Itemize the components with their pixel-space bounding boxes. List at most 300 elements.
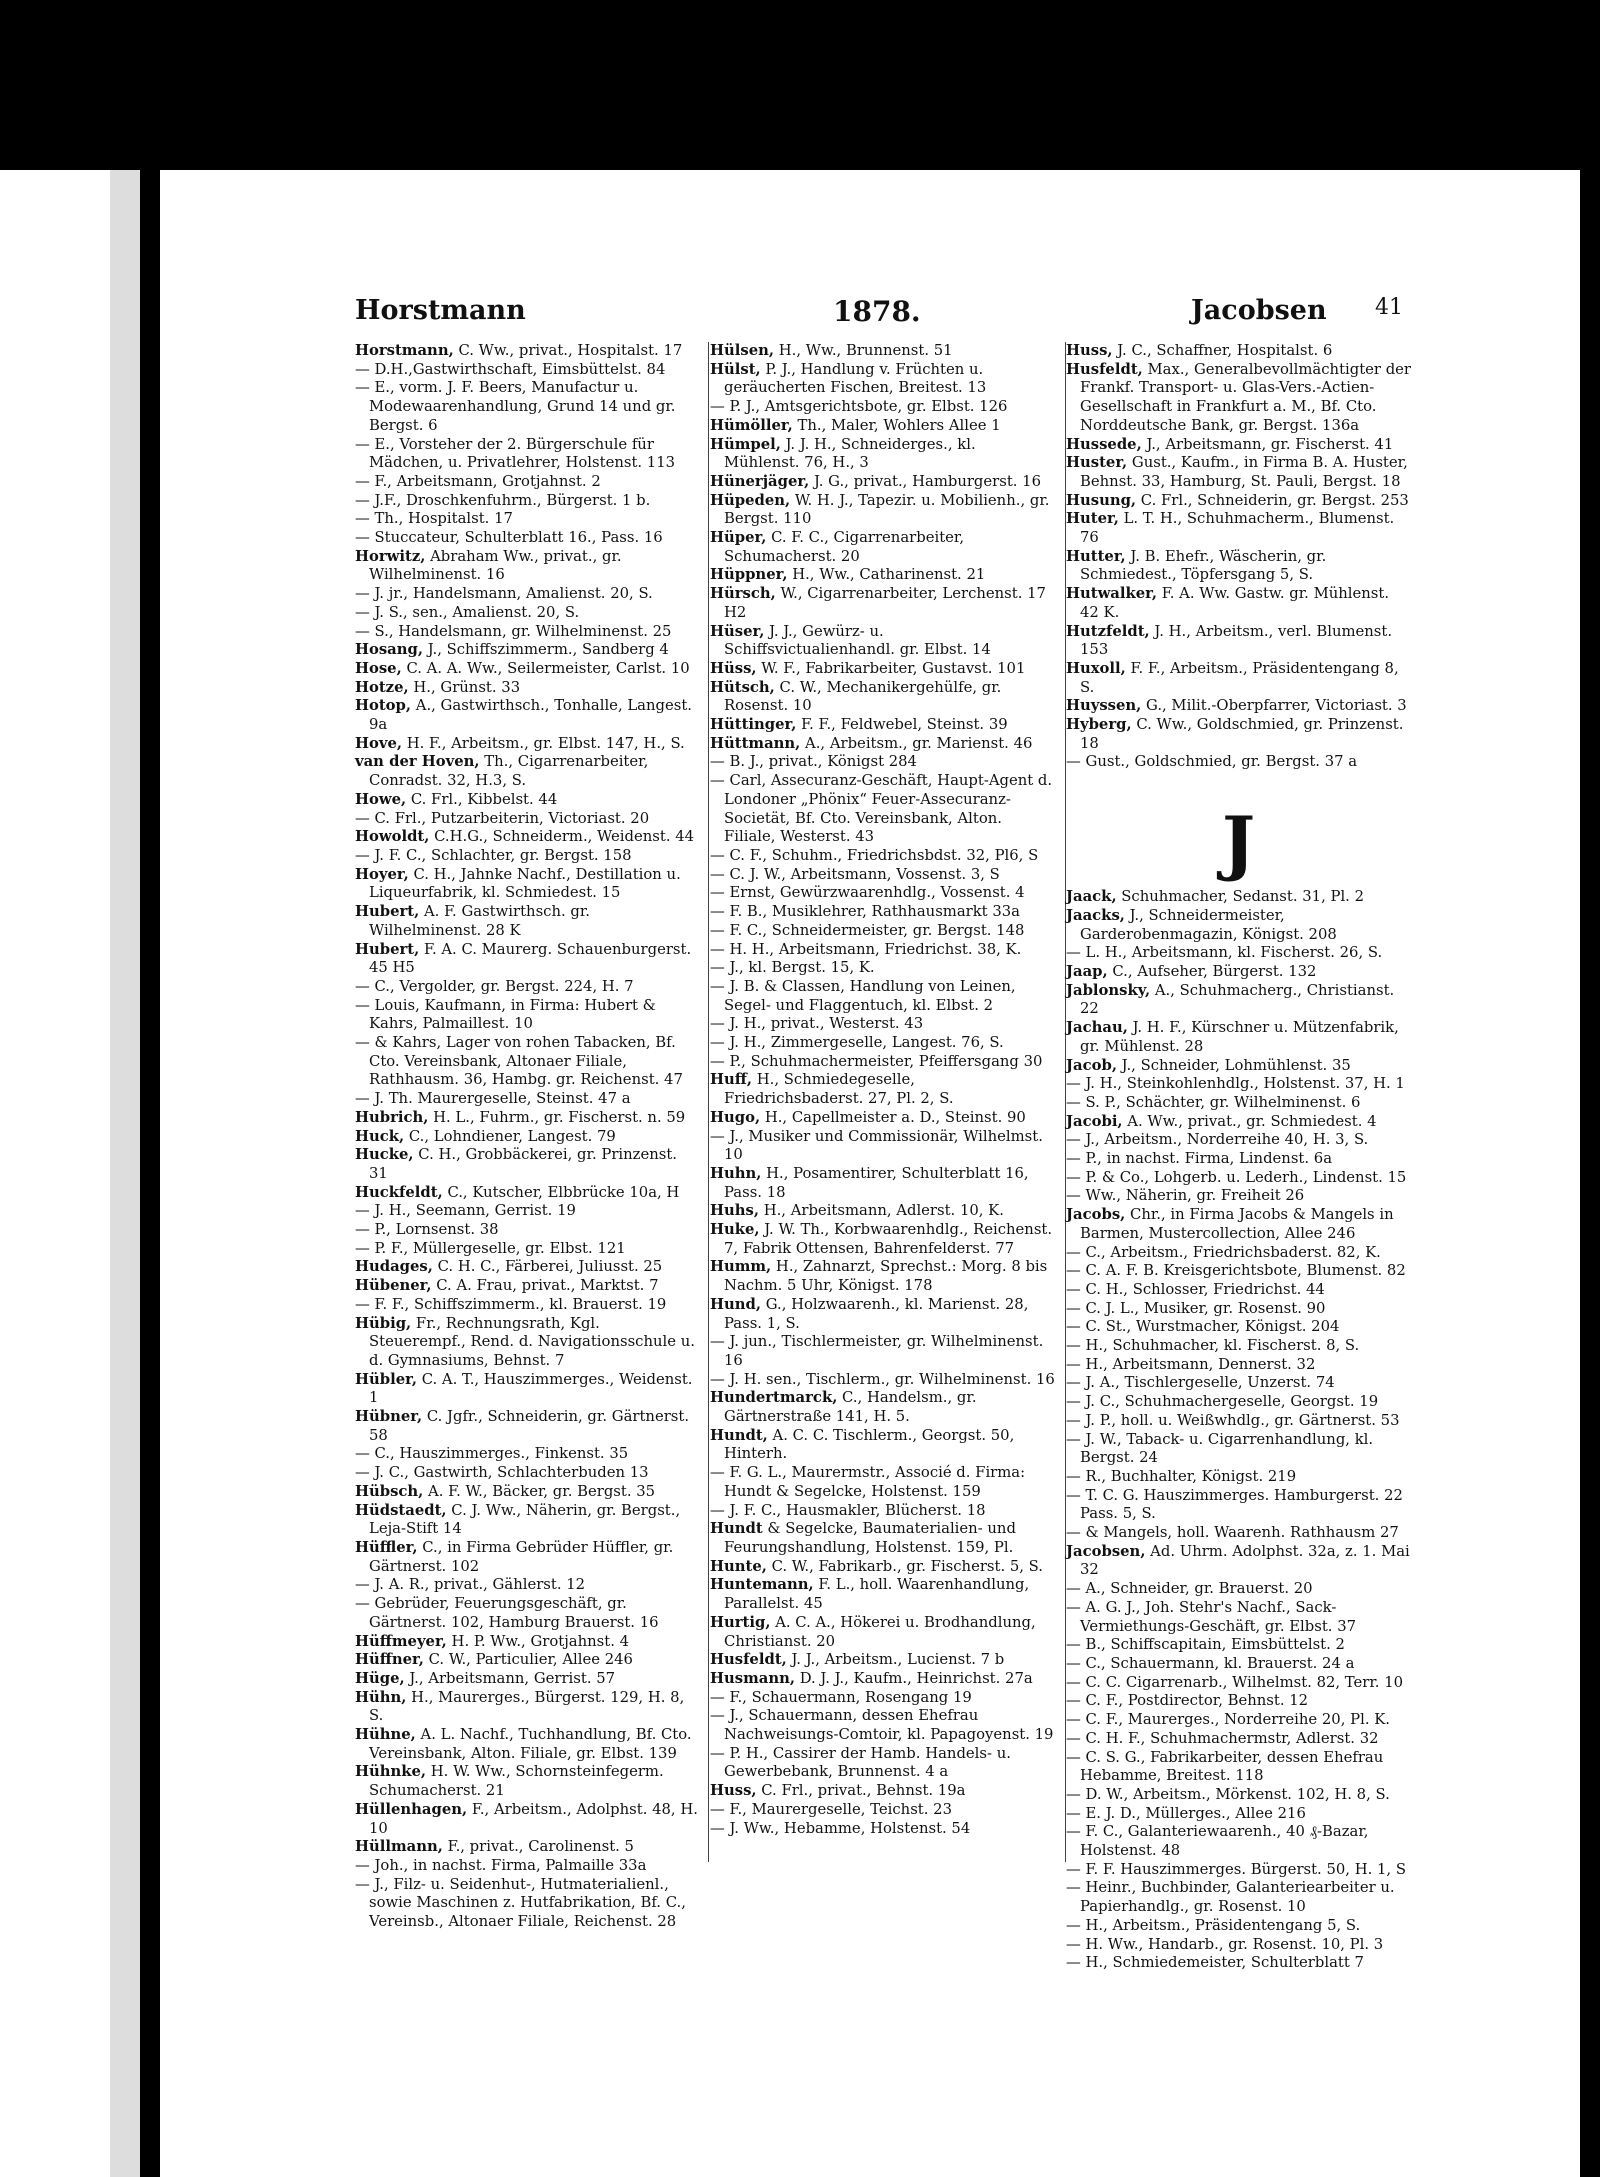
directory-entry	[1066, 1692, 1411, 1711]
directory-entry	[1066, 585, 1411, 622]
directory-entry	[710, 903, 1055, 922]
entry-details: B., Schiffscapitain, Eimsbüttelst. 2	[1080, 1636, 1345, 1654]
directory-entry	[1066, 1823, 1411, 1860]
directory-entry	[355, 1296, 700, 1315]
entry-name: Husfeldt,	[1066, 360, 1143, 378]
entry-name: —	[355, 1576, 370, 1594]
directory-entry	[710, 473, 1055, 492]
entry-details: D. J. J., Kaufm., Heinrichst. 27a	[794, 1669, 1033, 1687]
directory-entry	[355, 1371, 700, 1408]
entry-details: F. C., Schneidermeister, gr. Bergst. 148	[724, 921, 1025, 939]
directory-entry	[1066, 510, 1411, 547]
entry-name: Hümöller,	[710, 416, 793, 434]
entry-name: —	[1066, 1729, 1081, 1747]
directory-entry	[355, 1240, 700, 1259]
entry-details: J. G., privat., Hamburgerst. 16	[809, 472, 1042, 490]
entry-details: H., Ww., Brunnenst. 51	[774, 342, 953, 359]
entry-name: Jacob,	[1066, 1056, 1117, 1074]
entry-name: Hotop,	[355, 697, 412, 715]
entry-details: C. Frl., Kibbelst. 44	[406, 790, 558, 808]
entry-details: J. H., Zimmergeselle, Langest. 76, S.	[724, 1034, 1004, 1052]
directory-entry	[710, 1464, 1055, 1501]
entry-details: H., Schmiedegeselle, Friedrichsbaderst. 27, Pl. 2, S.	[724, 1071, 954, 1108]
entry-details: Carl, Assecuranz-Geschäft, Haupt-Agent d. Londoner „Phönix“ Feuer-Assecuranz-Societät, Bf. Cto. Vereinsbank, Alton. Filiale, Westerst. 43	[724, 772, 1053, 846]
entry-name: —	[710, 753, 725, 771]
directory-entry	[710, 623, 1055, 660]
directory-entry	[355, 1801, 700, 1838]
entry-details: F. F., Schiffszimmerm., kl. Brauerst. 19	[369, 1295, 667, 1313]
directory-entry	[710, 1071, 1055, 1108]
entry-name: Hutwalker,	[1066, 585, 1158, 603]
directory-entry	[355, 660, 700, 679]
entry-name: Hüffler,	[355, 1539, 418, 1556]
entry-name: —	[1066, 1916, 1081, 1934]
entry-name: Hümpel,	[710, 435, 781, 453]
directory-entry	[1066, 1150, 1411, 1169]
entry-details: J. H., Seemann, Gerrist. 19	[369, 1202, 576, 1220]
entry-details: J. Ww., Hebamme, Holstenst. 54	[724, 1819, 971, 1837]
entry-name: —	[355, 977, 370, 995]
entry-details: C. Ww., privat., Hospitalst. 17	[453, 342, 683, 359]
entry-name: Jacobsen,	[1066, 1542, 1146, 1560]
directory-entry	[1066, 1206, 1411, 1243]
entry-name: —	[710, 1015, 725, 1033]
directory-entry	[1066, 660, 1411, 697]
entry-details: H. Ww., Handarb., gr. Rosenst. 10, Pl. 3	[1080, 1935, 1384, 1953]
entry-name: Hüppner,	[710, 566, 788, 584]
entry-details: C. J. W., Arbeitsmann, Vossenst. 3, S	[724, 865, 1000, 883]
entry-name: Hutzfeldt,	[1066, 622, 1150, 640]
entry-details: J. H., Steinkohlenhdlg., Holstenst. 37, H. 1	[1080, 1075, 1405, 1093]
entry-details: P. F., Müllergeselle, gr. Elbst. 121	[369, 1239, 626, 1257]
directory-entry	[1066, 1187, 1411, 1206]
entry-name: Huyssen,	[1066, 697, 1142, 715]
entry-details: J., Schneidermeister, Garderobenmagazin, Königst. 208	[1080, 906, 1337, 943]
directory-entry	[1066, 1300, 1411, 1319]
entry-name: —	[1066, 1075, 1081, 1093]
directory-entry	[355, 1502, 700, 1539]
entry-details: Ww., Näherin, gr. Freiheit 26	[1080, 1187, 1305, 1205]
entry-details: C. Ww., Goldschmied, gr. Prinzenst. 18	[1080, 716, 1404, 752]
directory-entry	[1066, 1636, 1411, 1655]
directory-entry	[355, 1408, 700, 1445]
entry-details: B. J., privat., Königst 284	[724, 753, 917, 771]
directory-entry	[1066, 1749, 1411, 1786]
entry-details: A., Schuhmacherg., Christianst. 22	[1080, 981, 1395, 1018]
entry-details: F. F., Arbeitsm., Präsidentengang 8, S.	[1080, 659, 1399, 696]
directory-entry	[355, 1202, 700, 1221]
directory-entry	[1066, 492, 1411, 511]
entry-name: —	[710, 1744, 725, 1762]
entry-name: Jacobi,	[1066, 1112, 1123, 1130]
directory-entry	[355, 1763, 700, 1800]
entry-details: J. H., privat., Westerst. 43	[724, 1015, 924, 1033]
directory-entry	[1066, 1131, 1411, 1150]
entry-name: —	[355, 1034, 370, 1052]
entry-name: Hülsen,	[710, 342, 775, 359]
entry-name: —	[710, 884, 725, 902]
entry-name: —	[1066, 1262, 1081, 1280]
entry-details: Chr., in Firma Jacobs & Mangels in Barmen, Mustercollection, Allee 246	[1080, 1206, 1394, 1242]
entry-name: —	[1066, 1168, 1081, 1186]
entry-details: C. Jgfr., Schneiderin, gr. Gärtnerst. 58	[369, 1408, 690, 1444]
entry-name: Huke,	[710, 1221, 760, 1239]
entry-details: C. W., Mechanikergehülfe, gr. Rosenst. 10	[724, 678, 1002, 715]
directory-entry	[710, 1427, 1055, 1464]
directory-entry	[1066, 1318, 1411, 1337]
entry-details: A. L. Nachf., Tuchhandlung, Bf. Cto. Vereinsbank, Alton. Filiale, gr. Elbst. 139	[369, 1726, 692, 1762]
entry-name: Hyberg,	[1066, 716, 1132, 734]
entry-details: J. A., Tischlergeselle, Unzerst. 74	[1080, 1374, 1335, 1392]
directory-entry	[1066, 1861, 1411, 1880]
directory-entry	[710, 398, 1055, 417]
directory-entry	[355, 1464, 700, 1483]
entry-details: Gebrüder, Feuerungsgeschäft, gr. Gärtnerst. 102, Hamburg Brauerst. 16	[369, 1595, 659, 1631]
entry-details: L. T. H., Schuhmacherm., Blumenst. 76	[1080, 510, 1395, 547]
directory-entry	[710, 1221, 1055, 1258]
entry-details: C. St., Wurstmacher, Königst. 204	[1080, 1318, 1340, 1336]
entry-details: A. C. C. Tischlerm., Georgst. 50, Hinterh.	[724, 1426, 1015, 1463]
entry-name: Horstmann,	[355, 342, 454, 359]
directory-entry	[710, 1202, 1055, 1221]
entry-name: —	[710, 1034, 725, 1052]
entry-details: Joh., in nachst. Firma, Palmaille 33a	[369, 1856, 647, 1874]
directory-entry	[1066, 1936, 1411, 1955]
entry-name: Hüllenhagen,	[355, 1800, 468, 1818]
entry-name: —	[355, 491, 370, 509]
directory-entry	[1066, 697, 1411, 716]
entry-details: J. W. Th., Korbwaarenhdlg., Reichenst. 7, Fabrik Ottensen, Bahrenfelderst. 77	[724, 1221, 1053, 1257]
entry-name: —	[710, 1688, 725, 1706]
entry-details: J. H. F., Kürschner u. Mützenfabrik, gr. Mühlenst. 28	[1080, 1019, 1399, 1055]
directory-entry	[710, 978, 1055, 1015]
directory-entry	[710, 1782, 1055, 1801]
entry-name: —	[1066, 1131, 1081, 1149]
entry-name: Hunte,	[710, 1557, 767, 1575]
directory-entry	[355, 1857, 700, 1876]
entry-name: —	[355, 585, 370, 603]
directory-entry	[1066, 1019, 1411, 1056]
entry-details: J. jr., Handelsmann, Amalienst. 20, S.	[369, 585, 653, 603]
entry-name: Hundt	[710, 1520, 763, 1538]
directory-entry	[355, 1651, 700, 1670]
entry-details: A. Ww., privat., gr. Schmiedest. 4	[1122, 1112, 1377, 1130]
directory-entry	[355, 978, 700, 997]
entry-details: F. F., Feldwebel, Steinst. 39	[796, 716, 1008, 734]
directory-entry	[710, 1258, 1055, 1295]
directory-entry	[1066, 342, 1411, 361]
directory-entry	[1066, 1412, 1411, 1431]
entry-name: —	[1066, 1486, 1081, 1504]
entry-name: Hürsch,	[710, 585, 776, 603]
entry-details: J. P., holl. u. Weißwhdlg., gr. Gärtnerst. 53	[1080, 1411, 1400, 1429]
directory-entry	[355, 903, 700, 940]
entry-details: H. H., Arbeitsmann, Friedrichst. 38, K.	[724, 940, 1022, 958]
directory-entry	[710, 1707, 1055, 1744]
entry-details: A. C. A., Hökerei u. Brodhandlung, Christianst. 20	[724, 1613, 1036, 1650]
directory-entry	[1066, 1094, 1411, 1113]
directory-entry	[710, 1651, 1055, 1670]
directory-entry	[710, 1558, 1055, 1577]
directory-entry	[1066, 1711, 1411, 1730]
entry-name: Hove,	[355, 734, 403, 752]
entry-details: J. F. C., Schlachter, gr. Bergst. 158	[369, 846, 632, 864]
entry-name: Jablonsky,	[1066, 981, 1151, 999]
entry-details: H., Arbeitsm., Präsidentengang 5, S.	[1080, 1916, 1361, 1934]
entry-details: F., privat., Carolinenst. 5	[442, 1838, 634, 1856]
entry-details: C., in Firma Gebrüder Hüffler, gr. Gärtnerst. 102	[369, 1539, 674, 1575]
directory-entry	[355, 1876, 700, 1932]
entry-details: Heinr., Buchbinder, Galanteriearbeiter u. Papierhandlg., gr. Rosenst. 10	[1080, 1879, 1395, 1916]
entry-details: C. Frl., Schneiderin, gr. Bergst. 253	[1136, 491, 1409, 509]
directory-entry	[710, 772, 1055, 847]
directory-entry	[1066, 1580, 1411, 1599]
entry-name: —	[710, 940, 725, 958]
entry-name: —	[710, 959, 725, 977]
directory-entry	[1066, 907, 1411, 944]
entry-details: J. W., Taback- u. Cigarrenhandlung, kl. Bergst. 24	[1080, 1430, 1374, 1467]
entry-name: —	[1066, 1187, 1081, 1205]
directory-entry	[1066, 436, 1411, 455]
entry-name: Huhs,	[710, 1202, 759, 1220]
directory-entry	[1066, 548, 1411, 585]
entry-name: —	[1066, 1823, 1081, 1841]
entry-details: C. H. C., Färberei, Juliusst. 25	[432, 1258, 663, 1276]
entry-details: F. L., holl. Waarenhandlung, Parallelst. 45	[724, 1576, 1030, 1613]
entry-details: C. W., Fabrikarb., gr. Fischerst. 5, S.	[766, 1557, 1043, 1575]
directory-entry	[710, 1333, 1055, 1370]
entry-name: —	[355, 1295, 370, 1313]
directory-entry	[355, 1595, 700, 1632]
entry-name: Hübler,	[355, 1370, 417, 1388]
entry-details: J. H., Arbeitsm., verl. Blumenst. 153	[1080, 622, 1393, 659]
entry-name: Hussede,	[1066, 435, 1142, 453]
entry-name: —	[355, 809, 370, 827]
directory-entry	[710, 959, 1055, 978]
entry-name: Hübig,	[355, 1314, 412, 1332]
directory-entry	[355, 697, 700, 734]
entry-details: D. W., Arbeitsm., Mörkenst. 102, H. 8, S.	[1080, 1785, 1390, 1803]
directory-entry	[710, 1520, 1055, 1557]
entry-details: Ad. Uhrm. Adolphst. 32a, z. 1. Mai 32	[1080, 1542, 1410, 1579]
entry-name: Hüttmann,	[710, 734, 801, 752]
entry-details: H., Zahnarzt, Sprechst.: Morg. 8 bis Nachm. 5 Uhr, Königst. 178	[724, 1258, 1048, 1295]
entry-name: —	[1066, 1150, 1081, 1168]
directory-entry	[1066, 1487, 1411, 1524]
entry-name: —	[355, 472, 370, 490]
entry-name: —	[710, 1127, 725, 1145]
entry-name: Huck,	[355, 1127, 405, 1145]
entry-details: F. G. L., Maurermstr., Associé d. Firma: Hundt & Segelcke, Holstenst. 159	[724, 1464, 1026, 1500]
entry-name: —	[710, 1052, 725, 1070]
entry-details: C. H., Schlosser, Friedrichst. 44	[1080, 1280, 1325, 1298]
entry-details: F. A. C. Maurerg. Schauenburgerst. 45 H5	[369, 940, 692, 977]
entry-details: H., Arbeitsmann, Adlerst. 10, K.	[758, 1202, 1004, 1220]
entry-name: —	[1066, 1879, 1081, 1897]
directory-entry	[710, 1109, 1055, 1128]
entry-name: —	[710, 1370, 725, 1388]
directory-entry	[710, 847, 1055, 866]
entry-details: H., Maurerges., Bürgerst. 129, H. 8, S.	[369, 1688, 685, 1725]
directory-entry	[355, 1838, 700, 1857]
entry-details: J. F. C., Hausmakler, Blücherst. 18	[724, 1501, 986, 1519]
directory-entry	[710, 529, 1055, 566]
directory-entry	[355, 791, 700, 810]
entry-details: Ernst, Gewürzwaarenhdlg., Vossenst. 4	[724, 884, 1025, 902]
entry-name: —	[710, 903, 725, 921]
entry-name: Hüss,	[710, 659, 757, 677]
directory-entry	[1066, 716, 1411, 753]
entry-name: Hudages,	[355, 1258, 433, 1276]
directory-entry	[355, 379, 700, 435]
entry-details: & Kahrs, Lager von rohen Tabacken, Bf. Cto. Vereinsbank, Altonaer Filiale, Rathhausm. 36, Hambg. gr. Reichenst. 47	[369, 1034, 683, 1089]
entry-name: —	[1066, 753, 1081, 771]
entry-details: C. S. G., Fabrikarbeiter, dessen Ehefrau Hebamme, Breitest. 118	[1080, 1748, 1384, 1785]
entry-name: —	[1066, 1280, 1081, 1298]
entry-name: —	[1066, 1430, 1081, 1448]
entry-name: —	[355, 435, 370, 453]
directory-entry	[355, 941, 700, 978]
entry-name: —	[710, 977, 725, 995]
entry-name: —	[1066, 1748, 1081, 1766]
entry-name: —	[1066, 1093, 1081, 1111]
column-3-h-entries	[1066, 342, 1411, 772]
entry-details: J., Arbeitsm., Norderreihe 40, H. 3, S.	[1080, 1131, 1369, 1149]
entry-name: Hucke,	[355, 1146, 414, 1164]
entry-details: F. C., Galanteriewaarenh., 40 ₰-Bazar, Holstenst. 48	[1080, 1823, 1369, 1860]
entry-name: —	[1066, 1411, 1081, 1429]
entry-name: Husung,	[1066, 491, 1137, 509]
entry-name: Hüpeden,	[710, 491, 791, 509]
entry-details: F., Schauermann, Rosengang 19	[724, 1688, 972, 1706]
directory-entry	[1066, 1599, 1411, 1636]
entry-details: C. J. Ww., Näherin, gr. Bergst., Leja-Stift 14	[369, 1501, 681, 1538]
directory-entry	[1066, 1169, 1411, 1188]
entry-name: —	[355, 1221, 370, 1239]
directory-entry	[1066, 1431, 1411, 1468]
directory-entry	[1066, 361, 1411, 436]
entry-details: Stuccateur, Schulterblatt 16., Pass. 16	[369, 529, 663, 547]
entry-name: —	[710, 398, 725, 416]
directory-entry	[1066, 982, 1411, 1019]
entry-name: —	[710, 1333, 725, 1351]
entry-details: J. A. R., privat., Gählerst. 12	[369, 1576, 586, 1594]
entry-details: H., Ww., Catharinenst. 21	[787, 566, 986, 584]
directory-entry	[1066, 1786, 1411, 1805]
entry-details: Louis, Kaufmann, in Firma: Hubert & Kahrs, Palmaillest. 10	[369, 996, 656, 1033]
entry-details: C. C. Cigarrenarb., Wilhelmst. 82, Terr. 10	[1080, 1673, 1404, 1691]
entry-name: Humm,	[710, 1258, 772, 1276]
entry-name: —	[1066, 1355, 1081, 1373]
directory-entry	[355, 1576, 700, 1595]
entry-details: J., Arbeitsmann, Gerrist. 57	[404, 1669, 616, 1687]
entry-details: C. Frl., Putzarbeiterin, Victoriast. 20	[369, 809, 650, 827]
entry-details: Fr., Rechnungsrath, Kgl. Steuerempf., Rend. d. Navigationsschule u. d. Gymnasiums, Behnst. 7	[369, 1314, 695, 1369]
entry-details: C. W., Particulier, Allee 246	[423, 1651, 633, 1669]
entry-name: —	[710, 846, 725, 864]
header-left-keyword: Horstmann	[355, 295, 526, 326]
directory-entry	[1066, 1917, 1411, 1936]
entry-name: —	[355, 529, 370, 547]
directory-entry	[355, 1539, 700, 1576]
directory-entry	[710, 1296, 1055, 1333]
entry-name: Jaap,	[1066, 962, 1108, 980]
entry-name: Hubert,	[355, 903, 420, 921]
directory-entry	[355, 810, 700, 829]
entry-details: Max., Generalbevollmächtigter der Frankf. Transport- u. Glas-Vers.-Actien-Gesellschaft in Frankfurt a. M., Bf. Cto. Norddeutsche Bank, gr. Bergst. 136a	[1080, 360, 1411, 434]
directory-entry	[1066, 1524, 1411, 1543]
directory-entry	[710, 1801, 1055, 1820]
entry-name: —	[1066, 1636, 1081, 1654]
entry-name: Hosang,	[355, 641, 424, 659]
entry-details: C. J. L., Musiker, gr. Rosenst. 90	[1080, 1299, 1326, 1317]
directory-entry	[710, 679, 1055, 716]
entry-name: Hühne,	[355, 1726, 416, 1744]
entry-details: C., Lohndiener, Langest. 79	[404, 1127, 616, 1145]
directory-entry	[710, 566, 1055, 585]
directory-entry	[355, 1633, 700, 1652]
entry-name: Huhn,	[710, 1164, 762, 1182]
entry-name: —	[1066, 1243, 1081, 1261]
entry-details: & Segelcke, Baumaterialien- und Feurungshandlung, Holstenst. 159, Pl.	[724, 1520, 1016, 1556]
entry-name: Hugo,	[710, 1108, 761, 1126]
directory-entry	[710, 342, 1055, 361]
entry-name: Hübner,	[355, 1408, 423, 1426]
entry-name: Hüser,	[710, 622, 765, 640]
entry-name: Jaack,	[1066, 888, 1117, 906]
entry-name: —	[355, 996, 370, 1014]
entry-name: Hünerjäger,	[710, 472, 810, 490]
entry-name: Huntemann,	[710, 1576, 814, 1594]
entry-name: —	[1066, 1393, 1081, 1411]
entry-name: Hüllmann,	[355, 1838, 443, 1856]
entry-details: J. Th. Maurergeselle, Steinst. 47 a	[369, 1090, 631, 1108]
entry-details: P., Lornsenst. 38	[369, 1221, 499, 1239]
directory-entry	[710, 361, 1055, 398]
directory-entry	[1066, 1337, 1411, 1356]
entry-details: J., Filz- u. Seidenhut-, Hutmaterialienl., sowie Maschinen z. Hutfabrikation, Bf. C., Vereinsb., Altonaer Filiale, Reichenst. 28	[369, 1875, 686, 1931]
entry-name: —	[1066, 1785, 1081, 1803]
directory-entry	[1066, 1057, 1411, 1076]
entry-details: J. B. Ehefr., Wäscherin, gr. Schmiedest., Töpfersgang 5, S.	[1080, 547, 1327, 584]
directory-entry	[1066, 1075, 1411, 1094]
entry-name: —	[355, 1875, 370, 1893]
header-year: 1878.	[833, 295, 921, 328]
entry-name: Hübsch,	[355, 1482, 424, 1500]
entry-name: Hülst,	[710, 360, 761, 378]
directory-entry	[1066, 1730, 1411, 1749]
page-number: 41	[1375, 295, 1403, 320]
directory-entry	[1066, 1468, 1411, 1487]
entry-details: H., Schmiedemeister, Schulterblatt 7	[1080, 1954, 1364, 1972]
entry-details: Gust., Kaufm., in Firma B. A. Huster, Behnst. 33, Hamburg, St. Pauli, Bergst. 18	[1080, 454, 1408, 490]
entry-details: & Mangels, holl. Waarenh. Rathhausm 27	[1080, 1524, 1399, 1542]
column-2	[710, 342, 1055, 1838]
entry-name: Howe,	[355, 790, 407, 808]
entry-name: —	[355, 1239, 370, 1257]
entry-name: Hüffner,	[355, 1651, 424, 1669]
entry-name: —	[1066, 1804, 1081, 1822]
directory-entry	[1066, 1543, 1411, 1580]
entry-name: Huss,	[1066, 342, 1113, 359]
entry-name: Hübener,	[355, 1277, 432, 1295]
entry-details: J., Schauermann, dessen Ehefrau Nachweisungs-Comtoir, kl. Papagoyenst. 19	[724, 1707, 1054, 1744]
directory-entry	[355, 510, 700, 529]
entry-name: —	[1066, 1374, 1081, 1392]
entry-details: P. H., Cassirer der Hamb. Handels- u. Gewerbebank, Brunnenst. 4 a	[724, 1744, 1011, 1781]
directory-entry	[710, 716, 1055, 735]
directory-entry	[355, 828, 700, 847]
